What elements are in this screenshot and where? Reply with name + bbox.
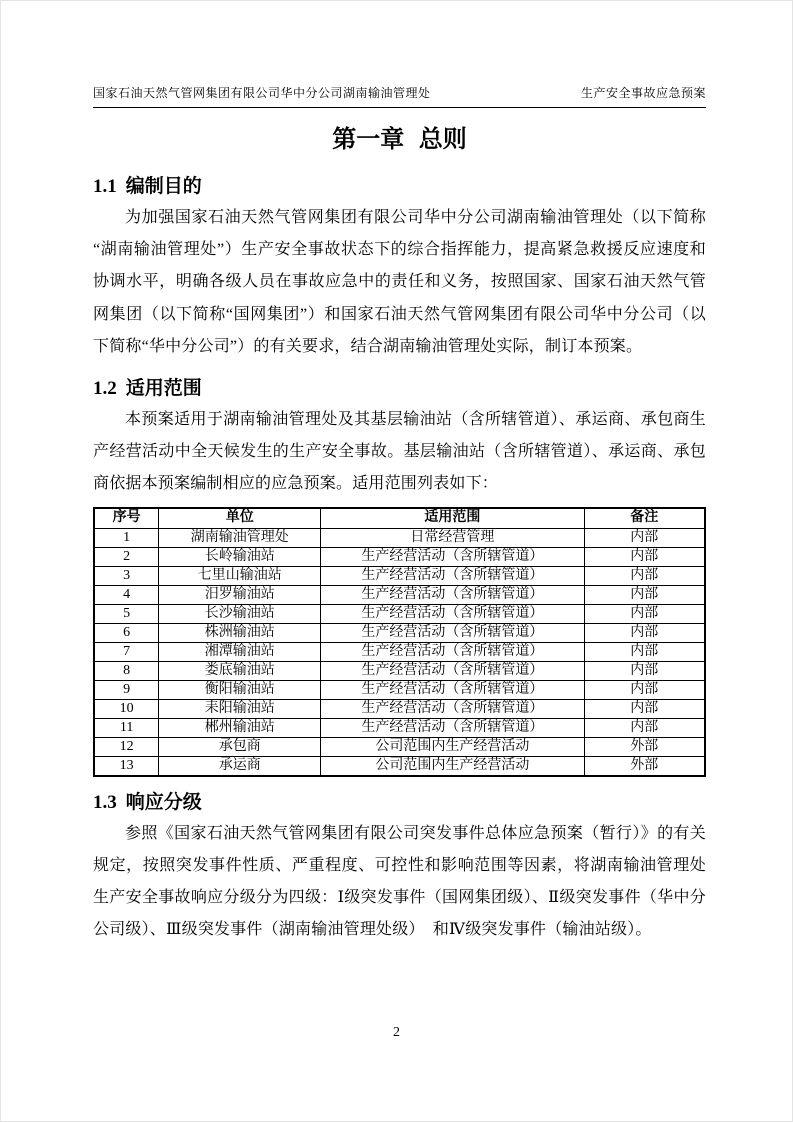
- document-body: [93, 119, 706, 946]
- table-cell: 生产经营活动（含所辖管道）: [321, 585, 584, 604]
- page-header: [93, 85, 706, 108]
- table-cell: 汨罗输油站: [159, 585, 321, 604]
- section-heading-1-2: [93, 375, 706, 402]
- table-cell: 生产经营活动（含所辖管道）: [321, 642, 584, 661]
- table-row: [94, 661, 705, 680]
- table-cell: 七里山输油站: [159, 566, 321, 585]
- table-cell: 耒阳输油站: [159, 699, 321, 718]
- table-cell: 内部: [584, 566, 705, 585]
- table-row: [94, 680, 705, 699]
- table-cell: 公司范围内生产经营活动: [321, 737, 584, 756]
- table-cell: 8: [94, 661, 159, 680]
- table-cell: 7: [94, 642, 159, 661]
- table-cell: 承包商: [159, 737, 321, 756]
- table-cell: 生产经营活动（含所辖管道）: [321, 604, 584, 623]
- table-row: [94, 604, 705, 623]
- table-cell: 2: [94, 547, 159, 566]
- section-1-1-paragraph: 为加强国家石油天然气管网集团有限公司华中分公司湖南输油管理处（以下简称“湖南输油管理处”）生产安全事故状态下的综合指挥能力，提高紧急救援反应速度和协调水平，明确各级人员在事故应急中的责任和义务，按照国家、国家石油天然气管网集团（以下简称“国网集团”）和国家石油天然气管网集团有限公司华中分公司（以下简称“华中分公司”）的有关要求，结合湖南输油管理处实际，制订本预案。: [93, 209, 706, 355]
- scope-table-header-row: [94, 508, 705, 529]
- page-number: 2: [393, 1025, 400, 1040]
- section-1-2-paragraph: 本预案适用于湖南输油管理处及其基层输油站（含所辖管道）、承运商、承包商生产经营活动中全天候发生的生产安全事故。基层输油站（含所辖管道）、承运商、承包商依据本预案编制相应的应急预案。适用范围列表如下：: [93, 411, 706, 493]
- section-number: 1.2: [93, 378, 117, 400]
- table-cell: 外部: [584, 756, 705, 776]
- table-row: [94, 756, 705, 776]
- section-number: 1.1: [93, 176, 117, 197]
- scope-table-body: [94, 528, 705, 776]
- table-cell: 内部: [584, 642, 705, 661]
- table-cell: 生产经营活动（含所辖管道）: [321, 699, 584, 718]
- section-heading-1-1: [93, 173, 706, 200]
- column-header-scope: 适用范围: [321, 508, 584, 529]
- table-cell: 承运商: [159, 756, 321, 776]
- header-left-text: 国家石油天然气管网集团有限公司华中分公司湖南输油管理处: [93, 86, 431, 100]
- table-cell: 娄底输油站: [159, 661, 321, 680]
- table-cell: 4: [94, 585, 159, 604]
- column-header-note: 备注: [584, 508, 705, 529]
- table-cell: 衡阳输油站: [159, 680, 321, 699]
- table-row: [94, 642, 705, 661]
- table-cell: 株洲输油站: [159, 623, 321, 642]
- table-cell: 12: [94, 737, 159, 756]
- table-cell: 3: [94, 566, 159, 585]
- chapter-title: 第一章 总则: [332, 127, 467, 153]
- table-cell: 13: [94, 756, 159, 776]
- page-footer: [1, 1025, 792, 1041]
- table-cell: 生产经营活动（含所辖管道）: [321, 718, 584, 737]
- table-cell: 6: [94, 623, 159, 642]
- table-cell: 内部: [584, 585, 705, 604]
- table-cell: 湘潭输油站: [159, 642, 321, 661]
- table-row: [94, 718, 705, 737]
- table-cell: 日常经营管理: [321, 528, 584, 547]
- table-cell: 生产经营活动（含所辖管道）: [321, 547, 584, 566]
- table-cell: 内部: [584, 718, 705, 737]
- table-row: [94, 528, 705, 547]
- table-cell: 生产经营活动（含所辖管道）: [321, 623, 584, 642]
- table-cell: 5: [94, 604, 159, 623]
- section-heading-1-3: [93, 789, 706, 816]
- table-cell: 生产经营活动（含所辖管道）: [321, 680, 584, 699]
- table-cell: 长岭输油站: [159, 547, 321, 566]
- column-header-seq: 序号: [94, 508, 159, 529]
- table-cell: 生产经营活动（含所辖管道）: [321, 661, 584, 680]
- table-cell: 内部: [584, 604, 705, 623]
- table-cell: 9: [94, 680, 159, 699]
- table-row: [94, 699, 705, 718]
- table-cell: 郴州输油站: [159, 718, 321, 737]
- table-row: [94, 547, 705, 566]
- table-row: [94, 566, 705, 585]
- table-cell: 内部: [584, 528, 705, 547]
- table-row: [94, 585, 705, 604]
- table-cell: 内部: [584, 699, 705, 718]
- table-cell: 外部: [584, 737, 705, 756]
- scope-table: [93, 507, 706, 777]
- table-cell: 生产经营活动（含所辖管道）: [321, 566, 584, 585]
- column-header-unit: 单位: [159, 508, 321, 529]
- table-cell: 内部: [584, 623, 705, 642]
- section-heading-label: 响应分级: [125, 791, 202, 813]
- header-right-text: 生产安全事故应急预案: [580, 86, 706, 100]
- table-cell: 公司范围内生产经营活动: [321, 756, 584, 776]
- table-cell: 湖南输油管理处: [159, 528, 321, 547]
- section-heading-label: 编制目的: [125, 176, 202, 197]
- section-heading-label: 适用范围: [125, 378, 202, 400]
- table-cell: 10: [94, 699, 159, 718]
- section-1-3-paragraph: 参照《国家石油天然气管网集团有限公司突发事件总体应急预案（暂行）》的有关规定，按照突发事件性质、严重程度、可控性和影响范围等因素，将湖南输油管理处生产安全事故响应分级分为四级：Ⅰ级突发事件（国网集团级）、Ⅱ级突发事件（华中分公司级）、Ⅲ级突发事件（湖南输油管理处级） 和Ⅳ级突发事件（输油站级）。: [93, 824, 706, 939]
- table-cell: 1: [94, 528, 159, 547]
- table-row: [94, 623, 705, 642]
- table-cell: 内部: [584, 661, 705, 680]
- table-cell: 11: [94, 718, 159, 737]
- table-row: [94, 737, 705, 756]
- table-cell: 内部: [584, 680, 705, 699]
- table-cell: 内部: [584, 547, 705, 566]
- section-number: 1.3: [93, 791, 117, 813]
- table-cell: 长沙输油站: [159, 604, 321, 623]
